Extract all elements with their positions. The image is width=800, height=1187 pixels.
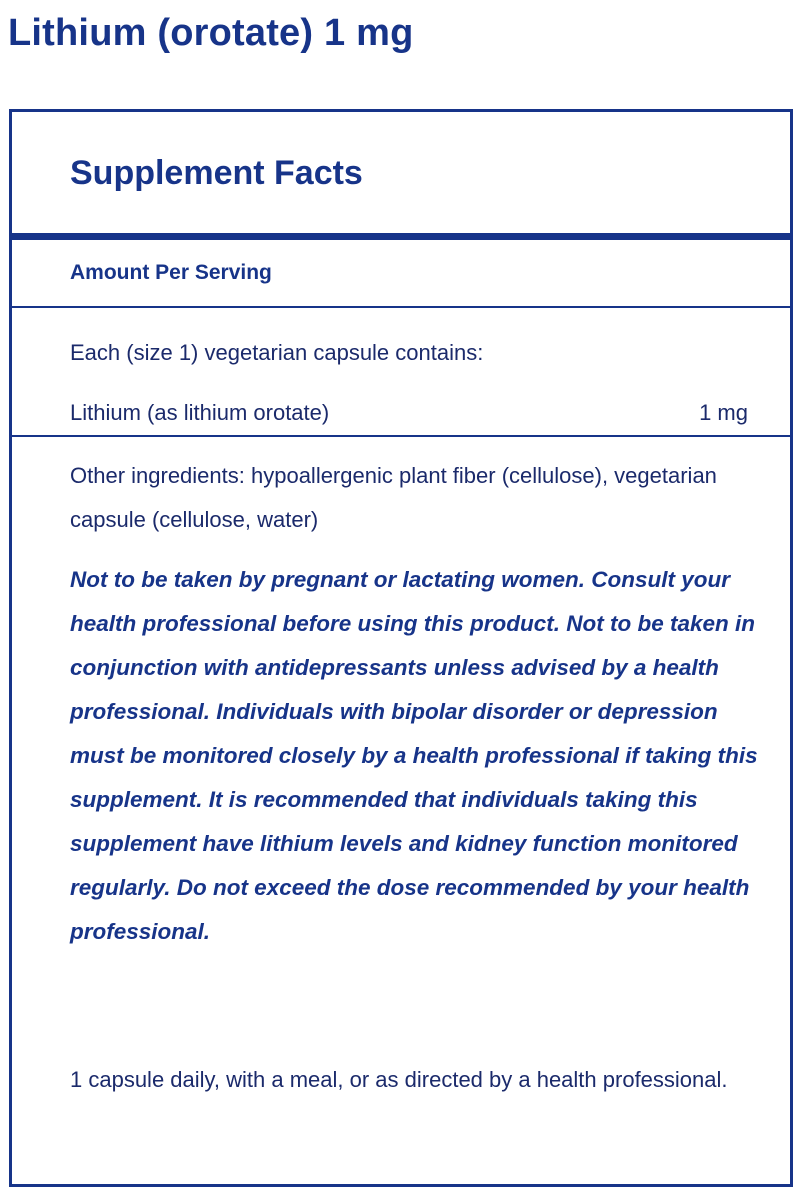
- thick-divider: [12, 233, 790, 240]
- supplement-facts-title: Supplement Facts: [70, 154, 363, 192]
- directions-text: 1 capsule daily, with a meal, or as directed by a health professional.: [70, 1067, 728, 1092]
- amount-per-serving-label: Amount Per Serving: [70, 261, 272, 284]
- divider: [12, 435, 790, 437]
- divider: [12, 306, 790, 308]
- supplement-facts-panel: [9, 109, 793, 1187]
- other-ingredients: Other ingredients: hypoallergenic plant fiber (cellulose), vegetarian capsule (cellulose, water): [70, 463, 717, 532]
- product-title: Lithium (orotate) 1 mg: [8, 12, 414, 54]
- supplement-facts-header: [12, 112, 790, 232]
- ingredient-amount: 1 mg: [699, 400, 748, 425]
- serving-description: Each (size 1) vegetarian capsule contains:: [70, 340, 484, 365]
- ingredient-row: [70, 400, 748, 426]
- ingredient-name: Lithium (as lithium orotate): [70, 400, 330, 425]
- warning-text: Not to be taken by pregnant or lactating women. Consult your health professional before using this product. Not to be taken in conjunction with antidepressants unless advised by a health professional. Individuals with bipolar disorder or depression must be monitored closely by a health professional if taking this supplement. It is recommended that individuals taking this supplement have lithium levels and kidney function monitored regularly. Do not exceed the dose recommended by your health professional.: [70, 567, 758, 944]
